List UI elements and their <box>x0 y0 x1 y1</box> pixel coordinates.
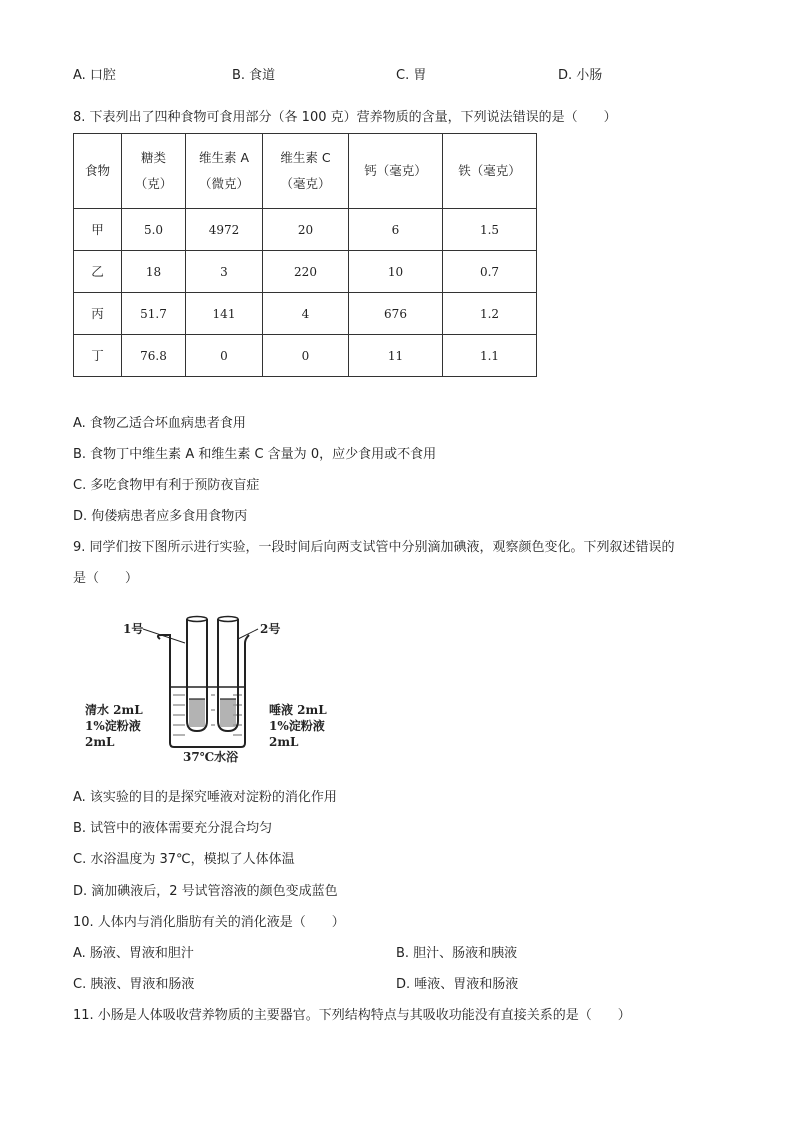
nutrition-table <box>73 133 537 377</box>
q8-option-a: A. 食物乙适合坏血病患者食用 <box>73 416 246 431</box>
table-cell: 1.2 <box>443 293 537 335</box>
q10-stem: 10. 人体内与消化脂肪有关的消化液是（ ） <box>73 915 345 930</box>
q7-option-a: A. 口腔 <box>73 68 116 83</box>
q10-option-b: B. 胆汁、肠液和胰液 <box>396 946 518 961</box>
q8-option-c: C. 多吃食物甲有利于预防夜盲症 <box>73 478 260 493</box>
table-cell: 1.5 <box>443 209 537 251</box>
water-bath-label: 37℃水浴 <box>183 750 239 764</box>
table-cell: 76.8 <box>122 335 186 377</box>
q8-option-d: D. 佝偻病患者应多食用食物丙 <box>73 509 248 524</box>
table-header-cell: 铁（毫克） <box>443 134 537 209</box>
table-cell: 6 <box>349 209 443 251</box>
table-cell: 0 <box>263 335 349 377</box>
q9-stem-line2: 是（ ） <box>73 571 139 586</box>
q10-option-c: C. 胰液、胃液和肠液 <box>73 977 195 992</box>
left-label-starch: 1%淀粉液 <box>85 719 141 733</box>
table-cell: 51.7 <box>122 293 186 335</box>
table-cell: 18 <box>122 251 186 293</box>
right-label-saliva: 唾液 2mL <box>269 703 327 717</box>
table-cell: 0.7 <box>443 251 537 293</box>
left-label-water: 清水 2mL <box>85 703 143 717</box>
q9-option-b: B. 试管中的液体需要充分混合均匀 <box>73 821 273 836</box>
table-header-cell: 维生素 A （微克） <box>186 134 263 209</box>
table-cell: 5.0 <box>122 209 186 251</box>
table-header-cell: 钙（毫克） <box>349 134 443 209</box>
table-header-cell: 维生素 C （毫克） <box>263 134 349 209</box>
q11-stem: 11. 小肠是人体吸收营养物质的主要器官。下列结构特点与其吸收功能没有直接关系的是（ ） <box>73 1008 631 1023</box>
right-label-volume: 2mL <box>269 735 299 749</box>
table-row <box>74 293 537 335</box>
table-header-row <box>74 134 537 209</box>
right-label-starch: 1%淀粉液 <box>269 719 325 733</box>
q7-option-d: D. 小肠 <box>558 68 603 83</box>
table-cell: 3 <box>186 251 263 293</box>
table-cell: 10 <box>349 251 443 293</box>
table-header-cell: 食物 <box>74 134 122 209</box>
q9-option-d: D. 滴加碘液后，2 号试管溶液的颜色变成蓝色 <box>73 884 338 899</box>
table-cell: 11 <box>349 335 443 377</box>
experiment-figure <box>85 615 345 770</box>
table-row <box>74 335 537 377</box>
table-cell: 丁 <box>74 335 122 377</box>
table-cell: 20 <box>263 209 349 251</box>
left-label-volume: 2mL <box>85 735 115 749</box>
beaker-test-tubes-diagram <box>85 615 345 770</box>
q10-option-a: A. 肠液、胃液和胆汁 <box>73 946 194 961</box>
table-cell: 676 <box>349 293 443 335</box>
q8-stem: 8. 下表列出了四种食物可食用部分（各 100 克）营养物质的含量，下列说法错误的是（ ） <box>73 110 617 125</box>
table-cell: 0 <box>186 335 263 377</box>
table-cell: 220 <box>263 251 349 293</box>
q9-option-a: A. 该实验的目的是探究唾液对淀粉的消化作用 <box>73 790 337 805</box>
tube-2-label: 2号 <box>260 622 281 636</box>
table-cell: 1.1 <box>443 335 537 377</box>
table-cell: 乙 <box>74 251 122 293</box>
tube-1-label: 1号 <box>123 622 144 636</box>
q7-option-c: C. 胃 <box>396 68 427 83</box>
table-cell: 丙 <box>74 293 122 335</box>
q8-option-b: B. 食物丁中维生素 A 和维生素 C 含量为 0，应少食用或不食用 <box>73 447 437 462</box>
table-cell: 141 <box>186 293 263 335</box>
table-cell: 4972 <box>186 209 263 251</box>
table-cell: 甲 <box>74 209 122 251</box>
table-row <box>74 209 537 251</box>
table-row <box>74 251 537 293</box>
q9-option-c: C. 水浴温度为 37℃，模拟了人体体温 <box>73 852 295 867</box>
q9-stem-line1: 9. 同学们按下图所示进行实验，一段时间后向两支试管中分别滴加碘液，观察颜色变化。下列叙述错误的 <box>73 540 675 555</box>
q10-option-d: D. 唾液、胃液和肠液 <box>396 977 519 992</box>
table-cell: 4 <box>263 293 349 335</box>
q7-option-b: B. 食道 <box>232 68 276 83</box>
table-header-cell: 糖类 （克） <box>122 134 186 209</box>
